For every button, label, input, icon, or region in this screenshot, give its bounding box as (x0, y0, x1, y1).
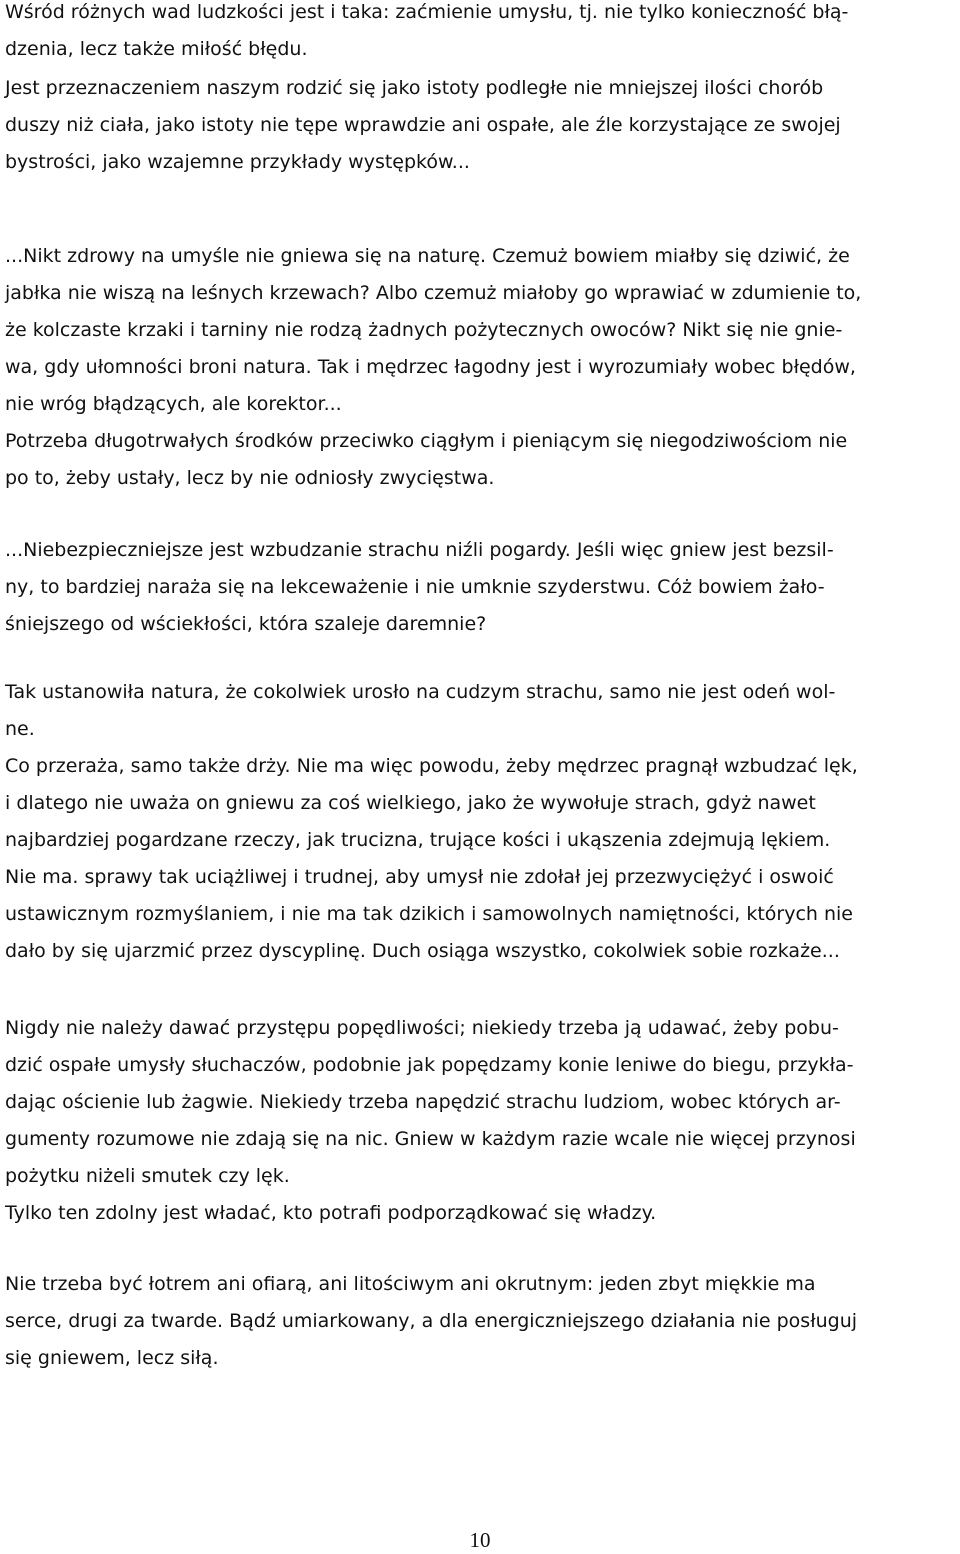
text-line: pożytku niżeli smutek czy lęk. (5, 1165, 290, 1187)
paragraph-1 (5, 0, 959, 68)
text-line: jabłka nie wiszą na leśnych krzewach? Albo czemuż miałoby go wprawiać w zdumienie to, (5, 282, 862, 304)
paragraph-6 (5, 1010, 959, 1232)
paragraph-5 (5, 674, 959, 970)
text-line: Nie trzeba być łotrem ani ofiarą, ani litościwym ani okrutnym: jeden zbyt miękkie ma (5, 1273, 816, 1295)
text-line: dało by się ujarzmić przez dyscyplinę. Duch osiąga wszystko, cokolwiek sobie rozkaże... (5, 940, 840, 962)
text-line: ...Nikt zdrowy na umyśle nie gniewa się na naturę. Czemuż bowiem miałby się dziwić, że (5, 245, 850, 267)
text-line: najbardziej pogardzane rzeczy, jak trucizna, trujące kości i ukąszenia zdejmują lękiem. (5, 829, 831, 851)
paragraph-4 (5, 532, 959, 643)
text-line: i dlatego nie uważa on gniewu za coś wielkiego, jako że wywołuje strach, gdyż nawet (5, 792, 816, 814)
text-line: ne. (5, 718, 35, 740)
text-line: Jest przeznaczeniem naszym rodzić się jako istoty podległe nie mniejszej ilości chorób (5, 77, 824, 99)
text-line: duszy niż ciała, jako istoty nie tępe wprawdzie ani ospałe, ale źle korzystające ze swojej (5, 114, 841, 136)
page-number: 10 (469, 1528, 491, 1552)
text-line: ny, to bardziej naraża się na lekceważenie i nie umknie szyderstwu. Cóż bowiem żało- (5, 576, 825, 598)
text-line: ustawicznym rozmyślaniem, i nie ma tak dzikich i samowolnych namiętności, których nie (5, 903, 853, 925)
paragraph-2 (5, 70, 959, 181)
text-line: się gniewem, lecz siłą. (5, 1347, 219, 1369)
text-line: wa, gdy ułomności broni natura. Tak i mędrzec łagodny jest i wyrozumiały wobec błędów, (5, 356, 856, 378)
text-line: dając ościenie lub żagwie. Niekiedy trzeba napędzić strachu ludziom, wobec których ar- (5, 1091, 841, 1113)
text-line: śniejszego od wściekłości, która szaleje daremnie? (5, 613, 487, 635)
text-line: po to, żeby ustały, lecz by nie odniosły zwycięstwa. (5, 467, 495, 489)
text-line: serce, drugi za twarde. Bądź umiarkowany, a dla energiczniejszego działania nie posługuj (5, 1310, 858, 1332)
text-line: bystrości, jako wzajemne przykłady występków... (5, 151, 470, 173)
text-line: dzić ospałe umysły słuchaczów, podobnie jak popędzamy konie leniwe do biegu, przykła- (5, 1054, 854, 1076)
paragraph-7 (5, 1266, 959, 1377)
text-line: Co przeraża, samo także drży. Nie ma więc powodu, żeby mędrzec pragnął wzbudzać lęk, (5, 755, 858, 777)
text-line: nie wróg błądzących, ale korektor... (5, 393, 342, 415)
text-line: ...Niebezpieczniejsze jest wzbudzanie strachu niźli pogardy. Jeśli więc gniew jest bezsil- (5, 539, 834, 561)
text-line: Nigdy nie należy dawać przystępu popędliwości; niekiedy trzeba ją udawać, żeby pobu- (5, 1017, 839, 1039)
text-line: Tylko ten zdolny jest władać, kto potrafi podporządkować się władzy. (5, 1202, 657, 1224)
text-line: Potrzeba długotrwałych środków przeciwko ciągłym i pieniącym się niegodziwościom nie (5, 430, 848, 452)
text-line: Wśród różnych wad ludzkości jest i taka: zaćmienie umysłu, tj. nie tylko konieczność błą- (5, 1, 849, 23)
text-line: Nie ma. sprawy tak uciążliwej i trudnej, aby umysł nie zdołał jej przezwyciężyć i oswoić (5, 866, 834, 888)
paragraph-3 (5, 238, 959, 497)
text-line: że kolczaste krzaki i tarniny nie rodzą żadnych pożytecznych owoców? Nikt się nie gnie- (5, 319, 843, 341)
text-line: dzenia, lecz także miłość błędu. (5, 38, 308, 60)
text-line: gumenty rozumowe nie zdają się na nic. Gniew w każdym razie wcale nie więcej przynosi (5, 1128, 856, 1150)
text-line: Tak ustanowiła natura, że cokolwiek urosło na cudzym strachu, samo nie jest odeń wol- (5, 681, 836, 703)
